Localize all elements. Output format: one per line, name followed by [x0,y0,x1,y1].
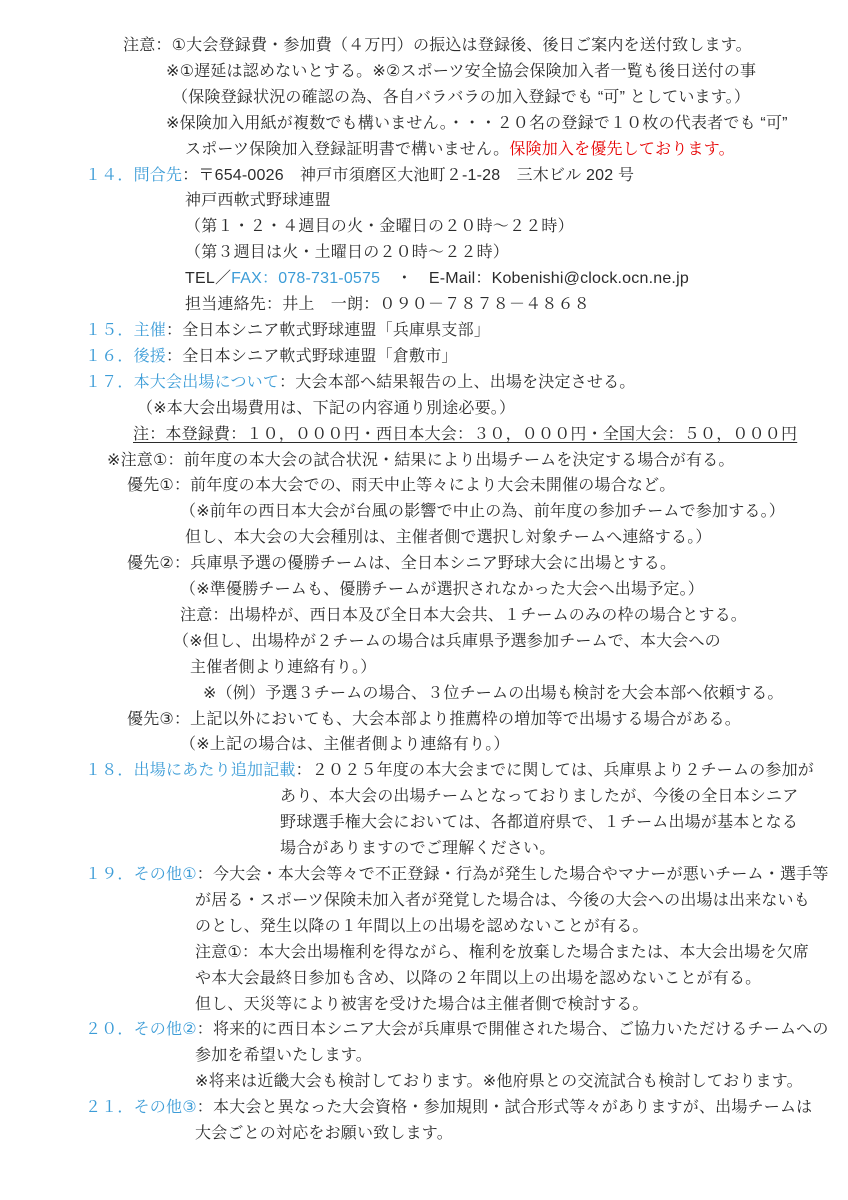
document-line [0,499,848,525]
document-line [0,888,848,914]
document-line [0,966,848,992]
text: ：大会本部へ結果報告の上、出場を決定させる。 [279,373,636,391]
document-line [0,188,848,214]
text: ※将来は近畿大会も検討しております。※他府県との交流試合も検討しております。 [195,1073,803,1091]
text: 注意：①大会登録費・参加費（４万円）の振込は登録後、後日ご案内を送付致します。 [123,37,752,54]
text: 場合がありますのでご理解ください。 [280,840,556,858]
text: のとし、発生以降の１年間以上の出場を認めないことが有る。 [195,917,649,935]
text: 神戸西軟式野球連盟 [185,192,331,210]
text: （保険登録状況の確認の為、各自バラバラの加入登録でも “可” としています。） [172,88,751,106]
text: 担当連絡先：井上 一朗：０９０－７８７８－４８６８ [185,296,591,314]
label-text: １６．後援 [85,347,167,365]
document-line [0,681,848,707]
document-line [0,85,848,111]
text: ：将来的に西日本シニア大会が兵庫県で開催された場合、ご協力いただけるチームへの [196,1021,829,1039]
text: TEL／ [185,270,232,288]
document-line [0,784,848,810]
text: 但し、天災等により被害を受けた場合は主催者側で検討する。 [195,995,649,1013]
document-line [0,33,848,59]
document-line [0,655,848,681]
label-text: ２１．その他③ [85,1099,197,1117]
document-line [0,266,848,292]
document-line [0,292,848,318]
document-line [0,1043,848,1069]
document-line [0,344,848,370]
document-line [0,240,848,266]
text: 優先③：上記以外においても、大会本部より推薦枠の増加等で出場する場合がある。 [127,710,741,728]
document-line [0,1017,848,1043]
label-text: １９．その他① [85,866,197,883]
document-line [0,214,848,240]
text: ：全日本シニア軟式野球連盟「倉敷市」 [166,347,458,365]
text: （※但し、出場枠が２チームの場合は兵庫県予選参加チームで、本大会への [173,632,721,650]
text: （※本大会出場費用は、下記の内容通り別途必要。） [137,399,516,417]
document-line [0,396,848,422]
text: ※①遅延は認めないとする。※②スポーツ安全協会保険加入者一覧も後日送付の事 [166,62,757,80]
text: （第３週目は火・土曜日の２０時～２２時） [185,244,510,262]
text: 大会ごとの対応をお願い致します。 [195,1125,453,1143]
document-line [0,59,848,85]
document-line [0,914,848,940]
document-line [0,370,848,396]
text: ※保険加入用紙が複数でも構いません。・・・２０名の登録で１０枚の代表者でも “可” [166,114,788,132]
document-line [0,836,848,862]
text: ：２０２５年度の本大会までに関しては、兵庫県より２チームの参加が [295,762,815,780]
text: （※前年の西日本大会が台風の影響で中止の為、前年度の参加チームで参加する。） [180,503,786,521]
text: 注意：出場枠が、西日本及び全日本大会共、１チームのみの枠の場合とする。 [180,606,748,624]
text: 注：本登録費：１０，０００円・西日本大会：３０，０００円・全国大会：５０，０００円 [133,425,798,443]
document-line [0,629,848,655]
text: 優先①：前年度の本大会での、雨天中止等々により大会未開催の場合など。 [127,477,676,495]
document-line [0,1069,848,1095]
document-line [0,551,848,577]
document-line [0,422,848,448]
document-line [0,111,848,137]
document-line [0,1121,848,1147]
text: が居る・スポーツ保険未加入者が発覚した場合は、今後の大会への出場は出来ないも [195,891,810,909]
text: ※注意①：前年度の本大会の試合状況・結果により出場チームを決定する場合が有る。 [107,451,735,469]
text: （※準優勝チームも、優勝チームが選択されなかった大会へ出場予定。） [180,581,705,599]
label-text: FAX：078-731-0575 [231,270,381,288]
document-line [0,137,848,163]
document-line [0,525,848,551]
document-line [0,992,848,1018]
document-line [0,732,848,758]
text: ・ E-Mail：Kobenishi@clock.ocn.ne.jp [380,270,689,288]
document-line [0,862,848,888]
document-line [0,473,848,499]
text: 野球選手権大会においては、各都道府県で、１チーム出場が基本となる [280,814,799,832]
document-line [0,603,848,629]
document-line [0,758,848,784]
text: スポーツ保険加入登録証明書で構いません。 [185,140,510,158]
text: ※（例）予選３チームの場合、３位チームの出場も検討を大会本部へ依頼する。 [203,684,784,702]
label-text: １５．主催 [85,321,167,339]
document-line [0,940,848,966]
text: ：今大会・本大会等々で不正登録・行為が発生した場合やマナーが悪いチーム・選手等 [196,866,829,883]
text: 注意①：本大会出場権利を得ながら、権利を放棄した場合または、本大会出場を欠席 [195,943,809,961]
text: 主催者側より連絡有り。） [190,658,377,676]
text: ：全日本シニア軟式野球連盟「兵庫県支部」 [166,321,491,339]
text: ：本大会と異なった大会資格・参加規則・試合形式等々がありますが、出場チームは [196,1099,813,1117]
text: や本大会最終日参加も含め、以降の２年間以上の出場を認めないことが有る。 [195,969,762,987]
text: 優先②：兵庫県予選の優勝チームは、全日本シニア野球大会に出場とする。 [127,555,677,573]
highlight-text: 保険加入を優先しております。 [509,140,735,158]
document-line [0,707,848,733]
document-line [0,577,848,603]
label-text: ２０．その他② [85,1021,197,1039]
label-text: １７．本大会出場について [85,373,280,391]
document-line [0,163,848,189]
document-line [0,448,848,474]
document-line [0,318,848,344]
label-text: １８．出場にあたり追加記載 [85,762,296,780]
document-line [0,810,848,836]
text: （第１・２・４週目の火・金曜日の２０時～２２時） [185,218,574,236]
text: 参加を希望いたします。 [195,1047,372,1065]
text: あり、本大会の出場チームとなっておりましたが、今後の全日本シニア [280,788,799,806]
text: （※上記の場合は、主催者側より連絡有り。） [180,736,510,754]
text: 但し、本大会の大会種別は、主催者側で選択し対象チームへ連絡する。） [185,529,712,547]
document-line [0,1095,848,1121]
text: ：〒654-0026 神戸市須磨区大池町２-1-28 三木ビル 202 号 [182,166,635,184]
label-text: １４．問合先 [85,166,183,184]
